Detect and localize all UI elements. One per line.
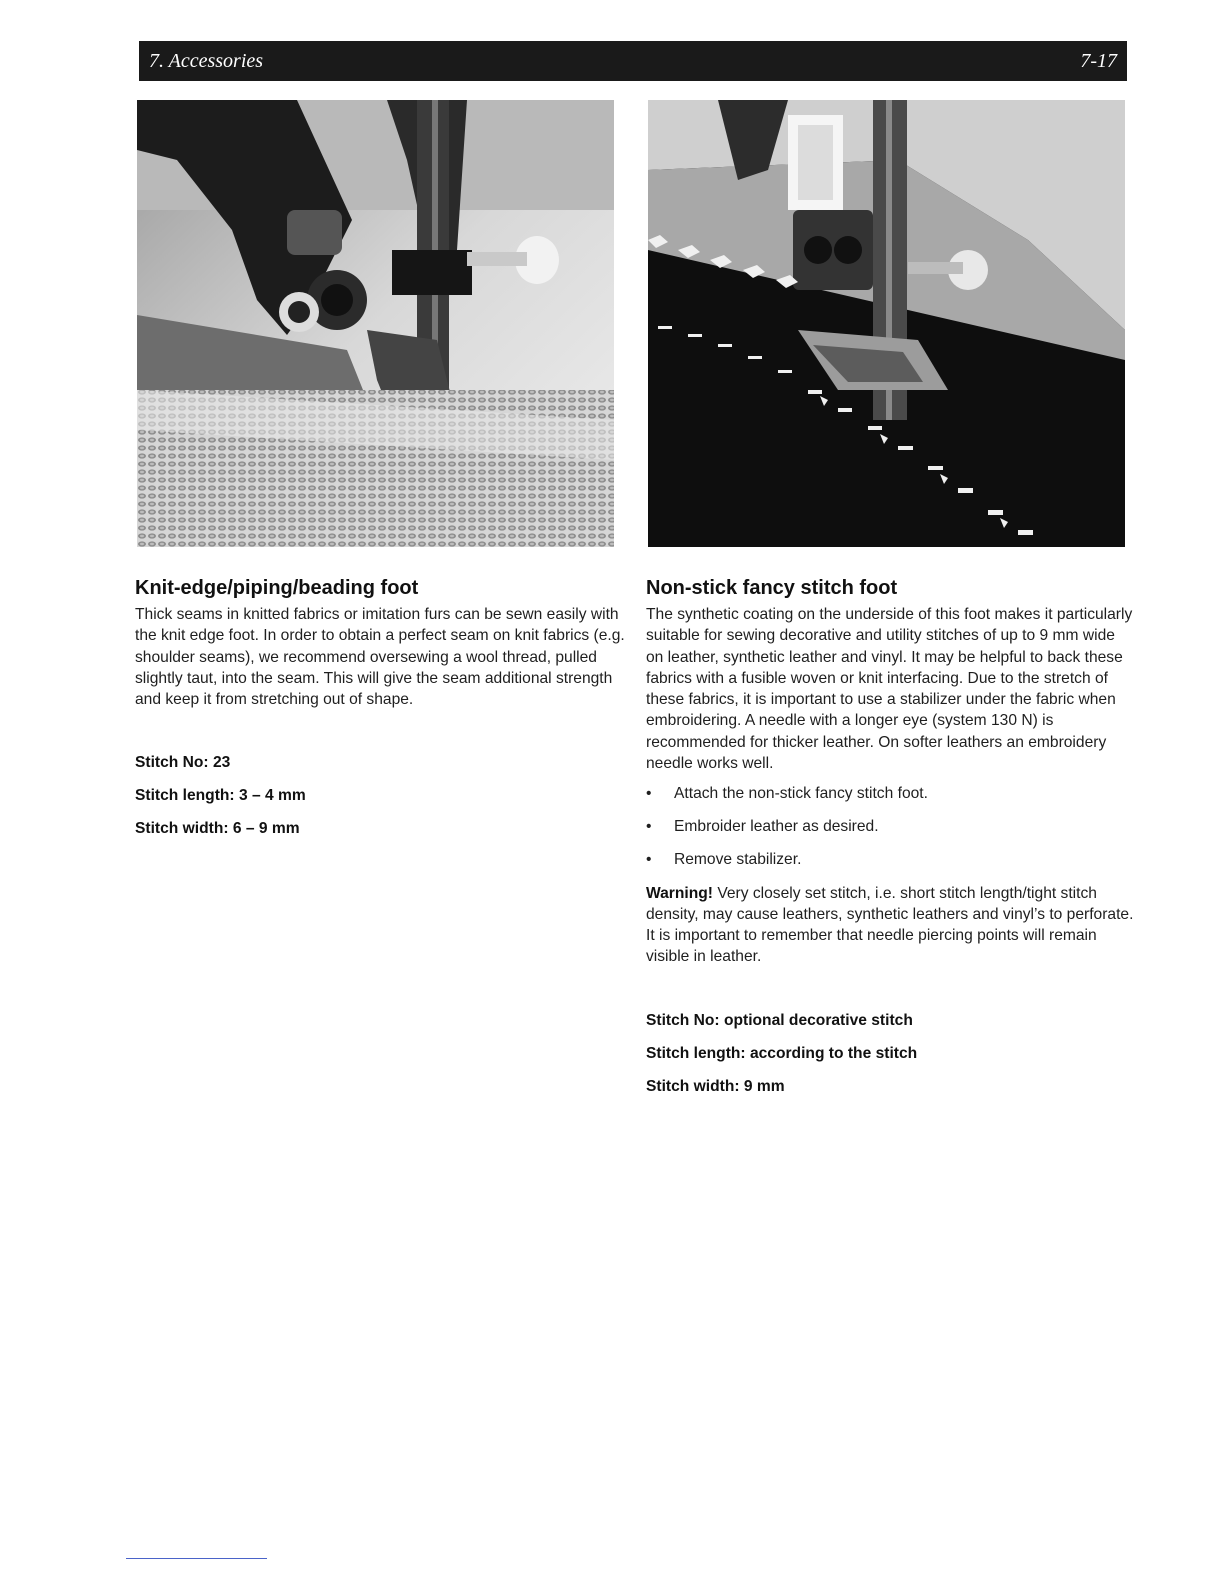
page-number: 7-17 xyxy=(1080,50,1117,72)
bullet-icon: • xyxy=(646,818,652,836)
chapter-title: 7. Accessories xyxy=(149,50,264,72)
warning-label: Warning! xyxy=(646,885,713,903)
section-title: Non-stick fancy stitch foot xyxy=(646,577,898,599)
warning-note xyxy=(646,883,1136,967)
section-body: Thick seams in knitted fabrics or imitation furs can be sewn easily with the knit edge foot. In order to obtain a perfect seam on knit fabrics (e.g. shoulder seams), we recommend oversewing a wool thread, pulled slightly taut, into the seam. This will give the seam additional strength and keep it from stretching out of shape. xyxy=(135,606,625,709)
list-item xyxy=(646,784,1136,804)
non-stick-section xyxy=(646,576,1136,1110)
section-title: Knit-edge/piping/beading foot xyxy=(135,577,419,599)
step-text: Embroider leather as desired. xyxy=(674,818,879,836)
bullet-icon: • xyxy=(646,851,652,869)
stitch-number: Stitch No: optional decorative stitch xyxy=(646,1012,913,1030)
step-text: Attach the non-stick fancy stitch foot. xyxy=(674,785,928,803)
stitch-specs xyxy=(135,753,625,839)
stitch-width: Stitch width: 9 mm xyxy=(646,1078,785,1096)
warning-text: Very closely set stitch, i.e. short stitch length/tight stitch density, may cause leathers, synthetic leathers and vinyl’s to perforate. It is important to remember that needle piercing points will remain visible in leather. xyxy=(646,885,1134,966)
step-text: Remove stabilizer. xyxy=(674,851,802,869)
stitch-specs xyxy=(646,1011,1136,1097)
knit-edge-section xyxy=(135,576,625,852)
stitch-length: Stitch length: according to the stitch xyxy=(646,1045,918,1063)
footer-divider xyxy=(126,1558,267,1559)
stitch-width: Stitch width: 6 – 9 mm xyxy=(135,820,300,838)
list-item xyxy=(646,817,1136,837)
list-item xyxy=(646,850,1136,870)
bullet-icon: • xyxy=(646,785,652,803)
stitch-length: Stitch length: 3 – 4 mm xyxy=(135,787,306,805)
stitch-number: Stitch No: 23 xyxy=(135,754,231,772)
non-stick-fancy-stitch-foot-photo xyxy=(648,100,1125,547)
page-header xyxy=(139,41,1127,81)
knit-edge-foot-photo xyxy=(137,100,614,547)
section-body: The synthetic coating on the underside of this foot makes it particularly suitable for sewing decorative and utility stitches of up to 9 mm wide on leather, synthetic leather and vinyl. It may be helpful to back these fabrics with a fusible woven or knit interfacing. Due to the stretch of these fabrics, it is important to use a stabilizer under the fabric when embroidering. A needle with a longer eye (system 130 N) is recommended for thicker leather. On softer leathers an embroidery needle works well. xyxy=(646,606,1133,773)
steps-list xyxy=(646,784,1136,870)
